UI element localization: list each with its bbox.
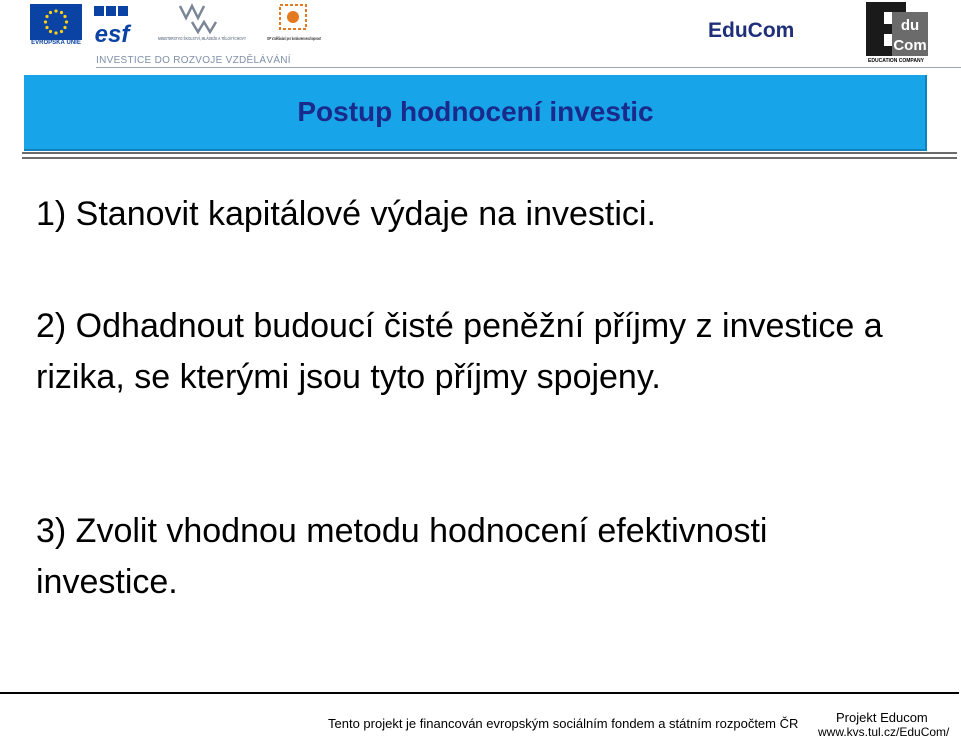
op-vk-logo — [264, 2, 324, 48]
op-vk-label: OP Vzdělávání pro konkurenceschopnost — [267, 36, 322, 41]
footer-divider — [0, 692, 959, 694]
top-divider — [96, 67, 961, 68]
footer-url[interactable]: www.kvs.tul.cz/EduCom/ — [818, 725, 950, 739]
slide-title: Postup hodnocení investic — [297, 96, 654, 127]
brand-title: EduCom — [708, 19, 795, 42]
eu-label: EVROPSKÁ UNIE — [31, 40, 81, 46]
eu-flag-logo — [30, 4, 82, 40]
msmt-label: MINISTERSTVO ŠKOLSTVÍ, MLÁDEŽE A TĚLOVÝCHOVY — [158, 36, 282, 41]
educom-logo-du: du — [900, 17, 920, 34]
point-2: 2) Odhadnout budoucí čisté peněžní příjmy z investice a rizika, se kterými jsou tyto příjmy spojeny. — [36, 307, 883, 396]
esf-logo — [88, 2, 136, 48]
footer-project-name: Projekt Educom — [836, 710, 928, 725]
tagline: INVESTICE DO ROZVOJE VZDĚLÁVÁNÍ — [96, 55, 291, 66]
title-underline-2 — [22, 157, 957, 159]
eu-stars-icon — [30, 4, 82, 40]
educom-logo — [862, 0, 930, 60]
educom-logo-com: Com — [893, 37, 927, 54]
msmt-logo — [152, 2, 282, 48]
educom-company-label: EDUCATION COMPANY — [868, 58, 924, 64]
point-3: 3) Zvolit vhodnou metodu hodnocení efektivnosti investice. — [36, 512, 768, 601]
title-underline-1 — [22, 152, 957, 154]
point-1: 1) Stanovit kapitálové výdaje na investici. — [36, 195, 656, 233]
footer-funding-note: Tento projekt je financován evropským sociálním fondem a státním rozpočtem ČR — [328, 716, 799, 731]
esf-wordmark: esf — [94, 21, 130, 48]
